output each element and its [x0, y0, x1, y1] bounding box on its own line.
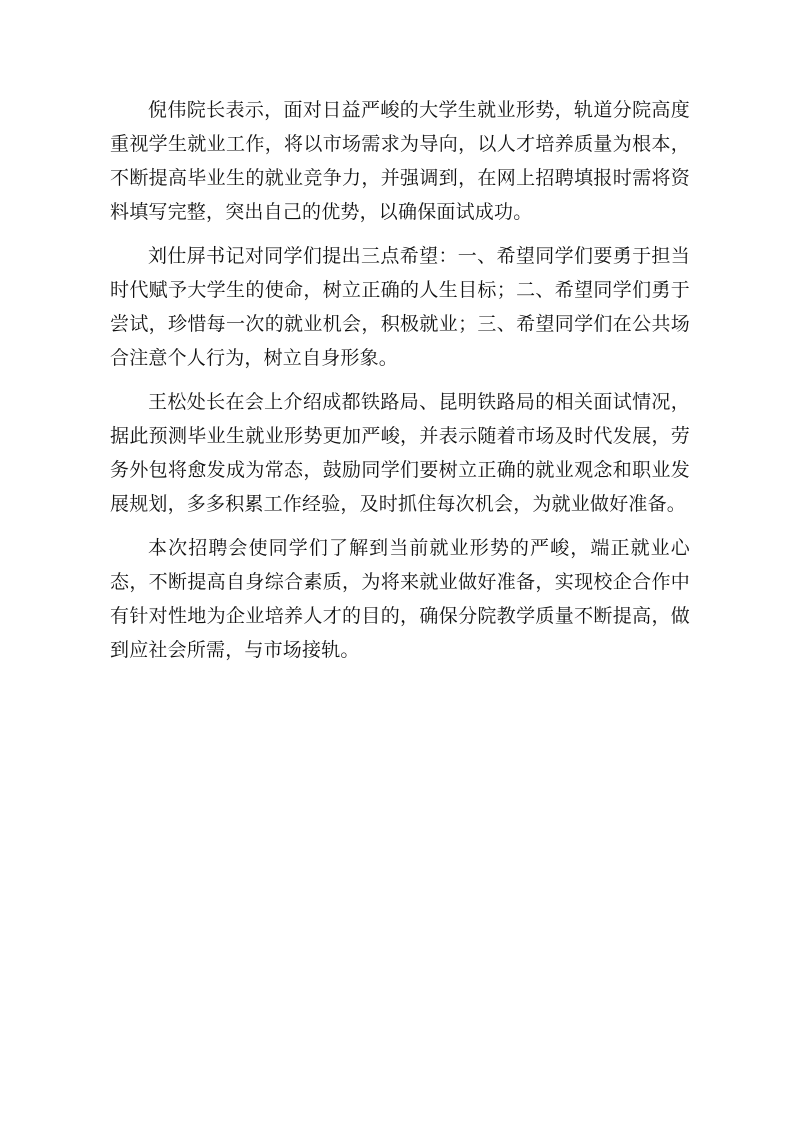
paragraph-director-remarks: 王松处长在会上介绍成都铁路局、昆明铁路局的相关面试情况，据此预测毕业生就业形势更加严峻，并表示随着市场及时代发展，劳务外包将愈发成为常态，鼓励同学们要树立正确的就业观念和职业发展规划，多多积累工作经验，及时抓住每次机会，为就业做好准备。	[110, 391, 690, 515]
paragraph-job-fair-summary: 本次招聘会使同学们了解到当前就业形势的严峻，端正就业心态，不断提高自身综合素质，为将来就业做好准备，实现校企合作中有针对性地为企业培养人才的目的，确保分院教学质量不断提高，做到应社会所需，与市场接轨。	[110, 537, 690, 661]
paragraph-secretary-hopes: 刘仕屏书记对同学们提出三点希望：一、希望同学们要勇于担当时代赋予大学生的使命，树立正确的人生目标；二、希望同学们勇于尝试，珍惜每一次的就业机会，积极就业；三、希望同学们在公共场合注意个人行为，树立自身形象。	[110, 245, 690, 369]
document-body	[110, 93, 690, 677]
paragraph-dean-remarks: 倪伟院长表示，面对日益严峻的大学生就业形势，轨道分院高度重视学生就业工作，将以市场需求为导向，以人才培养质量为根本，不断提高毕业生的就业竞争力，并强调到，在网上招聘填报时需将资料填写完整，突出自己的优势，以确保面试成功。	[110, 99, 690, 223]
